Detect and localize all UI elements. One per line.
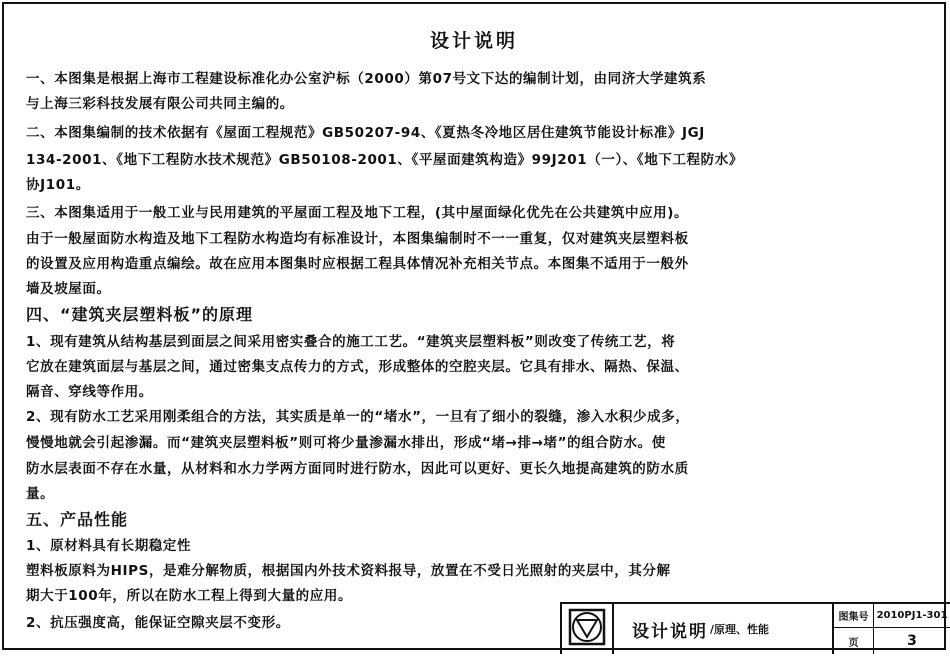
drawing-sheet [2,2,946,650]
publisher-logo-icon [562,604,614,654]
title-block [560,602,950,654]
text-line: 塑料板原料为HIPS，是难分解物质，根据国内外技术资料报导，放置在不受日光照射的夹层中，其分解 [26,563,671,579]
drawing-subtitle: /原理、性能 [710,623,770,636]
page-number: 3 [907,633,917,649]
drawing-name-cell [614,604,834,654]
text-line: 它放在建筑面层与基层之间，通过密集支点传力的方式，形成整体的空腔夹层。它具有排水、隔热、保温、 [26,359,689,375]
text-line: 三、本图集适用于一般工业与民用建筑的平屋面工程及地下工程，(其中屋面绿化优先在公共建筑中应用)。 [26,205,689,221]
text-line: 量。 [26,486,55,502]
drawing-name: 设计说明 [632,621,708,642]
text-line: 2、现有防水工艺采用刚柔组合的方法，其实质是单一的“堵水”，一旦有了细小的裂缝，渗入水积少成多， [26,409,690,425]
text-line: 一、本图集是根据上海市工程建设标准化办公室沪标（2000）第07号文下达的编制计划，由同济大学建筑系 [26,71,707,87]
text-line: 隔音、穿线等作用。 [26,384,153,400]
atlas-number-label: 图集号 [834,604,874,628]
text-line: 与上海三彩科技发展有限公司共同主编的。 [26,96,294,112]
page-title: 设计说明 [429,30,518,52]
text-line: 1、原材料具有长期稳定性 [26,538,192,554]
page-label: 页 [834,628,874,654]
section-heading: 五、产品性能 [26,510,129,529]
text-line: 二、本图集编制的技术依据有《屋面工程规范》GB50207-94、《夏热冬冷地区居住建筑节能设计标准》JGJ [26,125,705,141]
text-line: 2、抗压强度高，能保证空隙夹层不变形。 [26,615,290,631]
text-line: 防水层表面不存在水量，从材料和水力学两方面同时进行防水，因此可以更好、更长久地提高建筑的防水质 [26,461,689,477]
text-line: 协J101。 [26,177,90,193]
text-line: 1、现有建筑从结构基层到面层之间采用密实叠合的施工工艺。“建筑夹层塑料板”则改变了传统工艺，将 [26,334,676,350]
text-line: 慢慢地就会引起渗漏。而“建筑夹层塑料板”则可将少量渗漏水排出，形成“堵→排→堵”的组合防水。使 [26,435,666,451]
text-line: 墙及坡屋面。 [26,281,111,297]
text-line: 134-2001、《地下工程防水技术规范》GB50108-2001、《平屋面建筑构造》99J201（一）、《地下工程防水》 [26,152,743,168]
section-heading: 四、“建筑夹层塑料板”的原理 [26,305,254,324]
atlas-number: 2010PJ1-301 [874,604,950,628]
text-line: 期大于100年，所以在防水工程上得到大量的应用。 [26,588,353,604]
text-line: 由于一般屋面防水构造及地下工程防水构造均有标准设计，本图集编制时不一一重复，仅对建筑夹层塑料板 [26,231,689,247]
text-line: 的设置及应用构造重点编绘。故在应用本图集时应根据工程具体情况补充相关节点。本图集不适用于一般外 [26,256,689,272]
